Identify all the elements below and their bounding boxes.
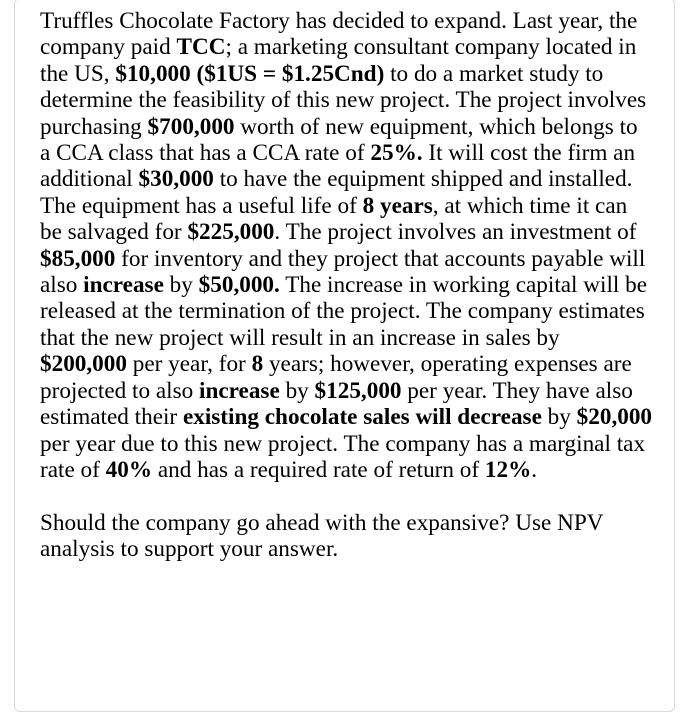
text-run: It will cost the firm an additional — [40, 140, 636, 193]
text-run: . The project involves an investment of — [274, 219, 637, 246]
text-run-bold: 40% — [105, 456, 153, 483]
text-run-bold: increase — [199, 377, 280, 404]
problem-paragraph — [40, 8, 652, 483]
text-run: years; however, operating expenses are projected to also — [40, 351, 632, 404]
text-run-bold: $125,000 — [314, 377, 402, 404]
text-run-bold: $200,000 — [40, 351, 127, 378]
text-run-bold: $85,000 — [40, 245, 116, 272]
text-run: by — [279, 377, 315, 404]
text-run-bold: $225,000 — [187, 219, 275, 246]
text-run: for inventory and they project that accounts payable will also — [40, 245, 646, 299]
text-run-bold: existing chocolate sales will decrease — [182, 404, 542, 431]
text-run-bold: $20,000 — [576, 404, 653, 431]
text-run: per year. They have also estimated their — [40, 377, 633, 431]
text-run-bold: increase — [83, 272, 164, 299]
text-run: and has a required rate of return of — [152, 456, 485, 483]
problem-text — [40, 8, 652, 563]
text-run: The increase in working capital will be released at the termination of the project. The company estimates that the new project will result in an increase in sales by — [40, 272, 648, 351]
text-run: . — [531, 456, 538, 483]
text-run-bold: 25%. — [370, 140, 423, 167]
text-run-bold: TCC — [176, 34, 226, 61]
text-run: to do a market study to determine the feasibility of this new project. The project involves purchasing — [40, 60, 647, 140]
text-run: ; a marketing consultant company located in the US, — [40, 34, 637, 87]
text-run-bold: $10,000 ($1US = $1.25Cnd) — [115, 60, 385, 87]
text-run: to have the equipment shipped and installed. The equipment has a useful life of — [40, 166, 633, 219]
question-paragraph: Should the company go ahead with the expansive? Use NPV analysis to support your answer. — [40, 509, 604, 563]
text-run-bold: 8 years — [362, 192, 433, 219]
text-run: per year, for — [126, 351, 252, 378]
text-run: by — [541, 404, 577, 431]
text-run-bold: $30,000 — [138, 166, 214, 193]
text-run: , at which time it can be salvaged for — [40, 192, 628, 246]
text-run: Truffles Chocolate Factory has decided to expand. Last year, the company paid — [40, 8, 638, 61]
text-run-bold: $50,000. — [198, 272, 280, 299]
text-run-bold: 8 — [251, 351, 264, 378]
text-run-bold: 12% — [484, 456, 532, 483]
text-run: by — [163, 272, 199, 299]
text-run-bold: $700,000 — [147, 113, 235, 140]
text-run: per year due to this new project. The company has a marginal tax rate of — [40, 430, 646, 483]
text-run: worth of new equipment, which belongs to a CCA class that has a CCA rate of — [40, 113, 638, 167]
